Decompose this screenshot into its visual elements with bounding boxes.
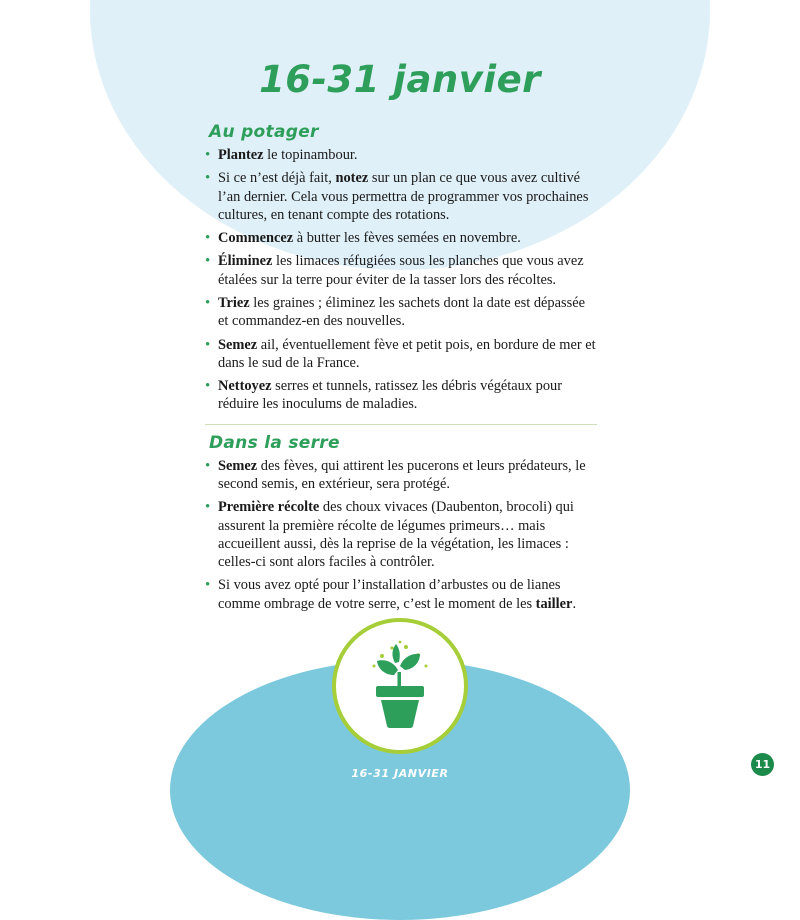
potted-plant-emblem (332, 618, 468, 754)
list-item (205, 498, 597, 571)
page-number-badge: 11 (751, 753, 774, 776)
list-item (205, 294, 597, 331)
list-item (205, 169, 597, 224)
list-item (205, 457, 597, 494)
section-heading: Au potager (209, 122, 319, 142)
list-item-text: Si vous avez opté pour l’installation d’arbustes ou de lianes comme ombrage de votre serre, c’est le moment de les tailler. (218, 577, 577, 612)
list-item-text: le topinambour. (263, 147, 358, 163)
list-item (205, 146, 597, 164)
list-item-lead: Première récolte (218, 499, 320, 516)
list-item-text: des fèves, qui attirent les pucerons et leurs prédateurs, le second semis, en extérieur, sera protégé. (218, 457, 586, 492)
list-item-lead: Commencez (218, 230, 294, 247)
section-heading: Dans la serre (209, 432, 340, 453)
footer-label: 16-31 JANVIER (351, 767, 449, 780)
emphasised-word: tailler (535, 595, 573, 612)
list-item (205, 576, 597, 613)
section-dans-la-serre (205, 433, 597, 613)
list-item-text: Si ce n’est déjà fait, notez sur un plan ce que vous avez cultivé l’an dernier. Cela vous permettra de programmer vos prochaines cultures, en tenant compte des rotations. (218, 170, 589, 223)
list-item-lead: Triez (218, 294, 250, 311)
list-item-lead: Plantez (218, 147, 264, 163)
section-list (205, 457, 597, 613)
potted-plant-icon (336, 622, 464, 750)
section-list (205, 146, 597, 414)
page-title: 16-31 janvier (259, 58, 541, 101)
list-item (205, 229, 597, 247)
list-item-text: les limaces réfugiées sous les planches que vous avez étalées sur la terre pour éviter de la tasser lors des récoltes. (218, 253, 584, 288)
list-item-text: à butter les fèves semées en novembre. (293, 230, 521, 247)
list-item-lead: Semez (218, 336, 258, 353)
page-content (205, 122, 597, 618)
list-item-text: serres et tunnels, ratissez les débris végétaux pour réduire les inoculums de maladies. (218, 378, 563, 413)
list-item (205, 252, 597, 289)
list-item-text: des choux vivaces (Daubenton, brocoli) qui assurent la première récolte de légumes primeurs… mais accueillent aussi, dès la reprise de la végétation, les limaces : celles-ci sont alors faciles à contrôler. (218, 499, 574, 571)
emphasised-word: notez (335, 170, 369, 187)
list-item-text: les graines ; éliminez les sachets dont la date est dépassée et commandez-en des nouvelles. (218, 294, 585, 330)
section-au-potager (205, 122, 597, 414)
section-divider (205, 424, 597, 425)
list-item-lead: Semez (218, 457, 258, 474)
list-item (205, 377, 597, 414)
list-item-lead: Nettoyez (218, 378, 272, 395)
list-item-text: ail, éventuellement fève et petit pois, en bordure de mer et dans le sud de la France. (218, 336, 596, 371)
list-item-lead: Éliminez (218, 253, 273, 270)
list-item (205, 336, 597, 373)
